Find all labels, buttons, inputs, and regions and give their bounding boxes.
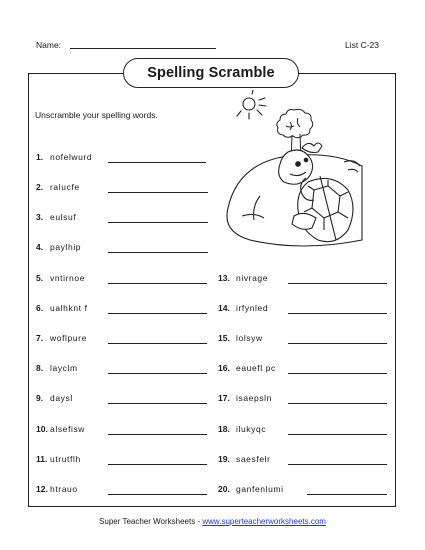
- scrambled-word: ralucfe: [50, 182, 80, 192]
- item-row: [218, 273, 268, 283]
- scrambled-word: layclm: [50, 363, 78, 373]
- answer-blank[interactable]: [108, 192, 208, 193]
- scrambled-word: vntirnoe: [50, 273, 86, 283]
- footer-site-name: Super Teacher Worksheets: [99, 517, 196, 526]
- item-number: 1.: [36, 152, 44, 162]
- item-number: 15.: [218, 333, 230, 343]
- item-row: [36, 303, 88, 313]
- turtle-illustration: [224, 90, 364, 248]
- name-label: Name:: [36, 40, 62, 50]
- scrambled-word: saesfelr: [236, 454, 271, 464]
- item-row: [36, 152, 92, 162]
- answer-blank[interactable]: [288, 343, 387, 344]
- scrambled-word: isaepsln: [236, 393, 272, 403]
- scrambled-word: woflpure: [50, 333, 87, 343]
- item-row: [36, 454, 81, 464]
- item-number: 2.: [36, 182, 44, 192]
- answer-blank[interactable]: [288, 403, 387, 404]
- instructions: Unscramble your spelling words.: [35, 110, 158, 120]
- footer: [0, 517, 425, 526]
- item-row: [218, 393, 272, 403]
- item-number: 3.: [36, 212, 44, 222]
- answer-blank[interactable]: [108, 283, 207, 284]
- scrambled-word: nofelwurd: [50, 152, 93, 162]
- item-number: 5.: [36, 273, 44, 283]
- item-number: 14.: [218, 303, 230, 313]
- answer-blank[interactable]: [108, 222, 208, 223]
- answer-blank[interactable]: [288, 373, 387, 374]
- item-number: 11.: [36, 454, 48, 464]
- item-row: [218, 484, 284, 494]
- answer-blank[interactable]: [108, 313, 207, 314]
- item-number: 12.: [36, 484, 48, 494]
- sun-icon: [237, 90, 266, 119]
- item-row: [36, 484, 78, 494]
- item-row: [36, 182, 80, 192]
- scrambled-word: eauefl pc: [236, 363, 276, 373]
- answer-blank[interactable]: [288, 464, 387, 465]
- answer-blank[interactable]: [108, 403, 207, 404]
- answer-blank[interactable]: [108, 252, 208, 253]
- answer-blank[interactable]: [108, 464, 207, 465]
- answer-blank[interactable]: [108, 343, 207, 344]
- scrambled-word: ualhknt f: [50, 303, 88, 313]
- title-text: Spelling Scramble: [147, 65, 275, 81]
- answer-blank[interactable]: [108, 373, 207, 374]
- item-number: 16.: [218, 363, 230, 373]
- scrambled-word: ilukyqc: [236, 424, 267, 434]
- answer-blank[interactable]: [307, 494, 387, 495]
- scrambled-word: utrutflh: [50, 454, 81, 464]
- list-id: List C-23: [345, 40, 380, 50]
- scrambled-word: eulsuf: [50, 212, 77, 222]
- item-row: [218, 424, 266, 434]
- name-blank-line[interactable]: [70, 48, 216, 49]
- item-number: 13.: [218, 273, 230, 283]
- scrambled-word: alsefisw: [50, 424, 86, 434]
- scrambled-word: irfynled: [236, 303, 269, 313]
- answer-blank[interactable]: [288, 283, 387, 284]
- scrambled-word: htrauo: [50, 484, 78, 494]
- item-number: 6.: [36, 303, 44, 313]
- answer-blank[interactable]: [108, 162, 206, 163]
- worksheet-title: [123, 58, 299, 88]
- answer-blank[interactable]: [288, 313, 387, 314]
- footer-separator: -: [195, 517, 203, 526]
- answer-blank[interactable]: [288, 434, 387, 435]
- item-number: 7.: [36, 333, 44, 343]
- item-row: [36, 212, 76, 222]
- item-number: 8.: [36, 363, 44, 373]
- item-row: [36, 424, 85, 434]
- item-row: [218, 303, 268, 313]
- scrambled-word: ganfenlumi: [236, 484, 284, 494]
- item-row: [218, 363, 276, 373]
- turtle-icon: [227, 143, 362, 246]
- item-row: [218, 333, 263, 343]
- item-number: 10.: [36, 424, 48, 434]
- item-number: 4.: [36, 242, 44, 252]
- scrambled-word: paylhip: [50, 242, 82, 252]
- item-row: [36, 363, 78, 373]
- item-number: 20.: [218, 484, 230, 494]
- item-number: 19.: [218, 454, 230, 464]
- item-row: [36, 333, 87, 343]
- scrambled-word: daysl: [50, 393, 73, 403]
- item-row: [36, 242, 81, 252]
- footer-website-link[interactable]: www.superteacherworksheets.com: [202, 517, 326, 526]
- item-row: [36, 273, 85, 283]
- scrambled-word: lolsyw: [236, 333, 263, 343]
- item-row: [36, 393, 73, 403]
- item-number: 18.: [218, 424, 230, 434]
- answer-blank[interactable]: [108, 494, 207, 495]
- item-number: 17.: [218, 393, 230, 403]
- item-row: [218, 454, 271, 464]
- item-number: 9.: [36, 393, 44, 403]
- scrambled-word: nivrage: [236, 273, 269, 283]
- answer-blank[interactable]: [108, 434, 207, 435]
